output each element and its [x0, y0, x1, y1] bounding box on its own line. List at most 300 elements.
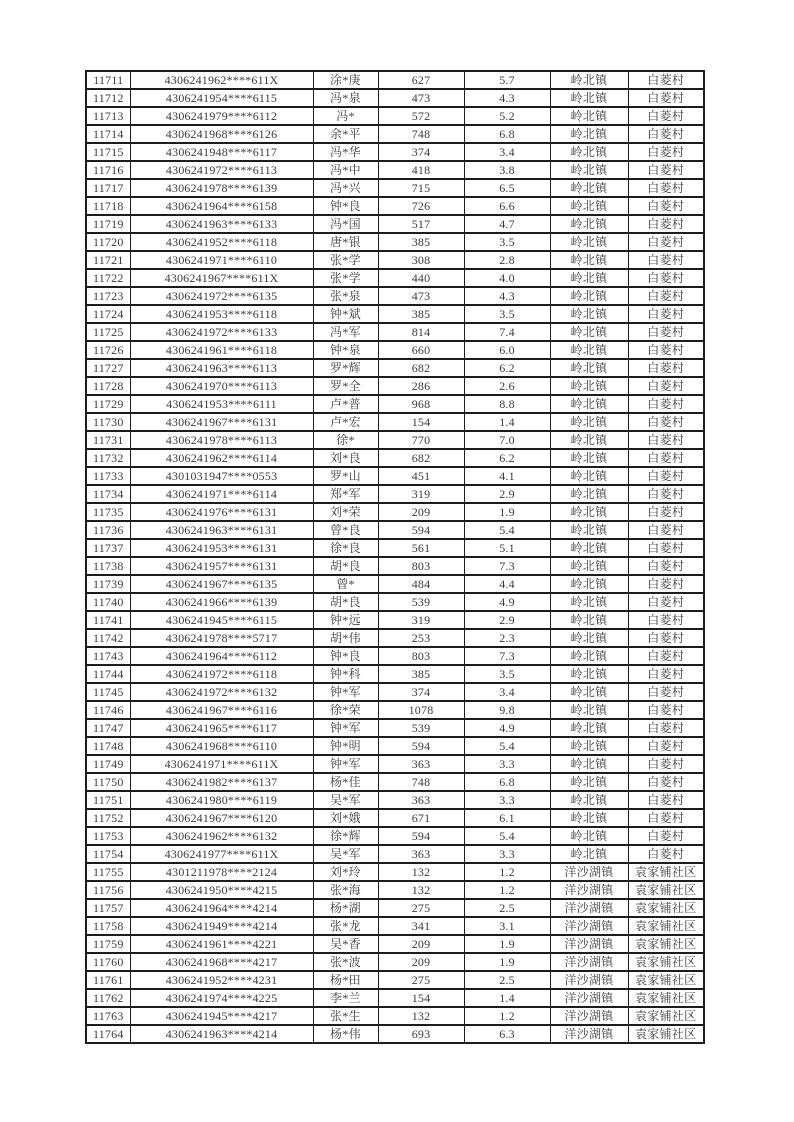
- cell-village: 袁家铺社区: [628, 935, 704, 953]
- cell-name: 钟*军: [313, 719, 378, 737]
- cell-serial-number: 11727: [86, 359, 130, 377]
- cell-name: 涂*庚: [313, 71, 378, 89]
- table-row: [86, 179, 704, 197]
- cell-area: 1.2: [464, 863, 550, 881]
- table-row: [86, 467, 704, 485]
- cell-amount: 726: [378, 197, 464, 215]
- cell-id-number: 4306241964****6112: [130, 647, 313, 665]
- cell-area: 2.5: [464, 899, 550, 917]
- cell-name: 钟*泉: [313, 341, 378, 359]
- cell-town: 岭北镇: [550, 125, 628, 143]
- cell-village: 白菱村: [628, 467, 704, 485]
- cell-village: 白菱村: [628, 215, 704, 233]
- cell-amount: 209: [378, 935, 464, 953]
- cell-town: 岭北镇: [550, 539, 628, 557]
- cell-area: 1.4: [464, 413, 550, 431]
- cell-area: 2.9: [464, 485, 550, 503]
- cell-id-number: 4306241968****6110: [130, 737, 313, 755]
- cell-town: 岭北镇: [550, 629, 628, 647]
- cell-name: 胡*伟: [313, 629, 378, 647]
- table-row: [86, 953, 704, 971]
- cell-town: 岭北镇: [550, 359, 628, 377]
- cell-id-number: 4306241957****6131: [130, 557, 313, 575]
- cell-serial-number: 11723: [86, 287, 130, 305]
- cell-serial-number: 11742: [86, 629, 130, 647]
- cell-town: 岭北镇: [550, 791, 628, 809]
- cell-name: 钟*远: [313, 611, 378, 629]
- cell-area: 6.5: [464, 179, 550, 197]
- cell-serial-number: 11758: [86, 917, 130, 935]
- cell-name: 张*龙: [313, 917, 378, 935]
- cell-id-number: 4306241978****6113: [130, 431, 313, 449]
- cell-id-number: 4306241963****4214: [130, 1025, 313, 1043]
- cell-serial-number: 11719: [86, 215, 130, 233]
- cell-town: 岭北镇: [550, 503, 628, 521]
- table-row: [86, 737, 704, 755]
- cell-amount: 473: [378, 287, 464, 305]
- cell-amount: 308: [378, 251, 464, 269]
- cell-area: 6.0: [464, 341, 550, 359]
- cell-amount: 374: [378, 683, 464, 701]
- cell-area: 1.2: [464, 1007, 550, 1025]
- cell-name: 冯*华: [313, 143, 378, 161]
- cell-town: 岭北镇: [550, 71, 628, 89]
- table-row: [86, 449, 704, 467]
- cell-id-number: 4306241966****6139: [130, 593, 313, 611]
- cell-serial-number: 11755: [86, 863, 130, 881]
- cell-id-number: 4306241979****6112: [130, 107, 313, 125]
- table-row: [86, 593, 704, 611]
- table-row: [86, 683, 704, 701]
- cell-village: 白菱村: [628, 449, 704, 467]
- cell-town: 岭北镇: [550, 413, 628, 431]
- cell-id-number: 4306241962****611X: [130, 71, 313, 89]
- cell-name: 卢*宏: [313, 413, 378, 431]
- cell-name: 钟*良: [313, 647, 378, 665]
- cell-town: 洋沙湖镇: [550, 953, 628, 971]
- cell-amount: 418: [378, 161, 464, 179]
- cell-area: 4.4: [464, 575, 550, 593]
- cell-town: 岭北镇: [550, 809, 628, 827]
- table-body: [86, 71, 704, 1043]
- cell-town: 岭北镇: [550, 827, 628, 845]
- cell-serial-number: 11745: [86, 683, 130, 701]
- cell-serial-number: 11725: [86, 323, 130, 341]
- cell-name: 钟*斌: [313, 305, 378, 323]
- cell-amount: 275: [378, 899, 464, 917]
- cell-name: 刘*荣: [313, 503, 378, 521]
- cell-serial-number: 11749: [86, 755, 130, 773]
- cell-name: 刘*良: [313, 449, 378, 467]
- cell-name: 刘*玲: [313, 863, 378, 881]
- cell-amount: 132: [378, 881, 464, 899]
- cell-area: 6.8: [464, 773, 550, 791]
- cell-name: 吴*香: [313, 935, 378, 953]
- table-row: [86, 197, 704, 215]
- cell-id-number: 4306241971****611X: [130, 755, 313, 773]
- cell-village: 白菱村: [628, 251, 704, 269]
- table-row: [86, 269, 704, 287]
- cell-serial-number: 11750: [86, 773, 130, 791]
- cell-town: 岭北镇: [550, 197, 628, 215]
- cell-amount: 770: [378, 431, 464, 449]
- cell-village: 白菱村: [628, 71, 704, 89]
- cell-amount: 539: [378, 593, 464, 611]
- cell-id-number: 4306241962****6132: [130, 827, 313, 845]
- table-row: [86, 881, 704, 899]
- cell-id-number: 4306241949****4214: [130, 917, 313, 935]
- cell-town: 岭北镇: [550, 737, 628, 755]
- cell-area: 4.7: [464, 215, 550, 233]
- cell-id-number: 4306241976****6131: [130, 503, 313, 521]
- cell-id-number: 4306241972****6135: [130, 287, 313, 305]
- cell-town: 岭北镇: [550, 431, 628, 449]
- cell-amount: 627: [378, 71, 464, 89]
- cell-id-number: 4306241967****6116: [130, 701, 313, 719]
- cell-area: 3.4: [464, 143, 550, 161]
- cell-town: 岭北镇: [550, 485, 628, 503]
- cell-serial-number: 11717: [86, 179, 130, 197]
- table-row: [86, 575, 704, 593]
- cell-town: 岭北镇: [550, 395, 628, 413]
- cell-serial-number: 11713: [86, 107, 130, 125]
- cell-town: 洋沙湖镇: [550, 1007, 628, 1025]
- cell-name: 冯*兴: [313, 179, 378, 197]
- cell-village: 白菱村: [628, 791, 704, 809]
- cell-id-number: 4301031947****0553: [130, 467, 313, 485]
- cell-name: 张*泉: [313, 287, 378, 305]
- table-row: [86, 629, 704, 647]
- cell-area: 5.4: [464, 827, 550, 845]
- cell-serial-number: 11714: [86, 125, 130, 143]
- cell-id-number: 4306241953****6131: [130, 539, 313, 557]
- cell-area: 5.1: [464, 539, 550, 557]
- cell-name: 刘*娥: [313, 809, 378, 827]
- table-row: [86, 341, 704, 359]
- cell-town: 岭北镇: [550, 521, 628, 539]
- cell-amount: 693: [378, 1025, 464, 1043]
- cell-village: 袁家铺社区: [628, 989, 704, 1007]
- cell-village: 袁家铺社区: [628, 917, 704, 935]
- cell-name: 冯*国: [313, 215, 378, 233]
- cell-village: 白菱村: [628, 179, 704, 197]
- cell-serial-number: 11759: [86, 935, 130, 953]
- cell-town: 岭北镇: [550, 647, 628, 665]
- cell-id-number: 4306241980****6119: [130, 791, 313, 809]
- cell-town: 岭北镇: [550, 557, 628, 575]
- cell-amount: 572: [378, 107, 464, 125]
- cell-amount: 385: [378, 305, 464, 323]
- cell-amount: 286: [378, 377, 464, 395]
- cell-id-number: 4306241963****6133: [130, 215, 313, 233]
- table-row: [86, 611, 704, 629]
- cell-name: 张*学: [313, 251, 378, 269]
- cell-id-number: 4301211978****2124: [130, 863, 313, 881]
- cell-town: 岭北镇: [550, 179, 628, 197]
- table-row: [86, 809, 704, 827]
- table-row: [86, 971, 704, 989]
- cell-serial-number: 11754: [86, 845, 130, 863]
- cell-serial-number: 11760: [86, 953, 130, 971]
- cell-town: 洋沙湖镇: [550, 1025, 628, 1043]
- cell-id-number: 4306241982****6137: [130, 773, 313, 791]
- cell-area: 7.4: [464, 323, 550, 341]
- cell-area: 3.4: [464, 683, 550, 701]
- cell-name: 钟*军: [313, 755, 378, 773]
- table-row: [86, 773, 704, 791]
- cell-amount: 968: [378, 395, 464, 413]
- cell-name: 曾*良: [313, 521, 378, 539]
- cell-amount: 594: [378, 521, 464, 539]
- cell-serial-number: 11735: [86, 503, 130, 521]
- cell-town: 岭北镇: [550, 773, 628, 791]
- cell-amount: 363: [378, 845, 464, 863]
- cell-village: 白菱村: [628, 125, 704, 143]
- cell-name: 钟*明: [313, 737, 378, 755]
- table-row: [86, 503, 704, 521]
- cell-village: 袁家铺社区: [628, 899, 704, 917]
- cell-village: 白菱村: [628, 143, 704, 161]
- cell-serial-number: 11744: [86, 665, 130, 683]
- table-row: [86, 251, 704, 269]
- cell-area: 6.8: [464, 125, 550, 143]
- table-row: [86, 395, 704, 413]
- cell-serial-number: 11737: [86, 539, 130, 557]
- cell-town: 岭北镇: [550, 107, 628, 125]
- cell-town: 洋沙湖镇: [550, 881, 628, 899]
- cell-town: 岭北镇: [550, 341, 628, 359]
- cell-town: 岭北镇: [550, 683, 628, 701]
- cell-amount: 209: [378, 953, 464, 971]
- cell-village: 白菱村: [628, 665, 704, 683]
- cell-town: 岭北镇: [550, 215, 628, 233]
- cell-id-number: 4306241964****6158: [130, 197, 313, 215]
- cell-area: 8.8: [464, 395, 550, 413]
- cell-village: 白菱村: [628, 431, 704, 449]
- cell-id-number: 4306241978****6139: [130, 179, 313, 197]
- cell-name: 郑*军: [313, 485, 378, 503]
- cell-village: 白菱村: [628, 485, 704, 503]
- table-row: [86, 377, 704, 395]
- table-row: [86, 287, 704, 305]
- cell-area: 1.9: [464, 935, 550, 953]
- cell-name: 张*生: [313, 1007, 378, 1025]
- cell-amount: 682: [378, 359, 464, 377]
- table-row: [86, 71, 704, 89]
- cell-area: 7.0: [464, 431, 550, 449]
- cell-village: 白菱村: [628, 287, 704, 305]
- cell-village: 白菱村: [628, 755, 704, 773]
- cell-amount: 132: [378, 1007, 464, 1025]
- cell-serial-number: 11751: [86, 791, 130, 809]
- cell-town: 岭北镇: [550, 575, 628, 593]
- table-row: [86, 431, 704, 449]
- cell-area: 9.8: [464, 701, 550, 719]
- cell-name: 杨*湖: [313, 899, 378, 917]
- cell-area: 3.5: [464, 233, 550, 251]
- cell-area: 6.3: [464, 1025, 550, 1043]
- cell-village: 袁家铺社区: [628, 1025, 704, 1043]
- cell-serial-number: 11762: [86, 989, 130, 1007]
- cell-id-number: 4306241961****4221: [130, 935, 313, 953]
- table-row: [86, 521, 704, 539]
- cell-area: 5.4: [464, 521, 550, 539]
- cell-area: 3.5: [464, 305, 550, 323]
- cell-name: 胡*良: [313, 593, 378, 611]
- cell-serial-number: 11736: [86, 521, 130, 539]
- table-row: [86, 701, 704, 719]
- cell-village: 白菱村: [628, 827, 704, 845]
- cell-name: 冯*: [313, 107, 378, 125]
- table-row: [86, 359, 704, 377]
- cell-town: 岭北镇: [550, 287, 628, 305]
- cell-name: 曾*: [313, 575, 378, 593]
- cell-village: 白菱村: [628, 377, 704, 395]
- cell-amount: 517: [378, 215, 464, 233]
- cell-village: 白菱村: [628, 737, 704, 755]
- cell-serial-number: 11724: [86, 305, 130, 323]
- cell-name: 徐*荣: [313, 701, 378, 719]
- cell-village: 白菱村: [628, 233, 704, 251]
- cell-area: 6.2: [464, 359, 550, 377]
- cell-town: 岭北镇: [550, 305, 628, 323]
- cell-area: 4.1: [464, 467, 550, 485]
- cell-id-number: 4306241952****6118: [130, 233, 313, 251]
- cell-area: 3.1: [464, 917, 550, 935]
- cell-amount: 715: [378, 179, 464, 197]
- cell-serial-number: 11712: [86, 89, 130, 107]
- cell-village: 白菱村: [628, 197, 704, 215]
- cell-amount: 319: [378, 611, 464, 629]
- cell-area: 1.4: [464, 989, 550, 1007]
- table-row: [86, 719, 704, 737]
- cell-amount: 385: [378, 233, 464, 251]
- cell-town: 岭北镇: [550, 143, 628, 161]
- cell-town: 洋沙湖镇: [550, 863, 628, 881]
- cell-id-number: 4306241972****6133: [130, 323, 313, 341]
- cell-area: 7.3: [464, 557, 550, 575]
- cell-area: 4.3: [464, 287, 550, 305]
- table-row: [86, 161, 704, 179]
- cell-serial-number: 11731: [86, 431, 130, 449]
- cell-town: 岭北镇: [550, 449, 628, 467]
- cell-serial-number: 11721: [86, 251, 130, 269]
- cell-town: 岭北镇: [550, 467, 628, 485]
- cell-area: 7.3: [464, 647, 550, 665]
- table-row: [86, 107, 704, 125]
- cell-serial-number: 11729: [86, 395, 130, 413]
- cell-name: 徐*: [313, 431, 378, 449]
- cell-village: 袁家铺社区: [628, 971, 704, 989]
- table-row: [86, 863, 704, 881]
- cell-amount: 451: [378, 467, 464, 485]
- cell-name: 罗*山: [313, 467, 378, 485]
- cell-area: 1.9: [464, 953, 550, 971]
- cell-area: 2.6: [464, 377, 550, 395]
- cell-serial-number: 11718: [86, 197, 130, 215]
- cell-serial-number: 11732: [86, 449, 130, 467]
- cell-id-number: 4306241953****6118: [130, 305, 313, 323]
- cell-id-number: 4306241971****6114: [130, 485, 313, 503]
- cell-id-number: 4306241972****6132: [130, 683, 313, 701]
- table-row: [86, 305, 704, 323]
- cell-village: 白菱村: [628, 683, 704, 701]
- cell-amount: 671: [378, 809, 464, 827]
- cell-amount: 748: [378, 773, 464, 791]
- cell-area: 2.3: [464, 629, 550, 647]
- cell-id-number: 4306241945****4217: [130, 1007, 313, 1025]
- cell-town: 岭北镇: [550, 377, 628, 395]
- cell-name: 杨*田: [313, 971, 378, 989]
- table-row: [86, 755, 704, 773]
- cell-id-number: 4306241967****6131: [130, 413, 313, 431]
- cell-amount: 803: [378, 557, 464, 575]
- cell-amount: 473: [378, 89, 464, 107]
- cell-town: 岭北镇: [550, 593, 628, 611]
- cell-village: 白菱村: [628, 647, 704, 665]
- cell-village: 袁家铺社区: [628, 863, 704, 881]
- cell-id-number: 4306241974****4225: [130, 989, 313, 1007]
- cell-id-number: 4306241945****6115: [130, 611, 313, 629]
- cell-amount: 440: [378, 269, 464, 287]
- cell-name: 徐*辉: [313, 827, 378, 845]
- table-row: [86, 845, 704, 863]
- cell-village: 白菱村: [628, 107, 704, 125]
- cell-serial-number: 11711: [86, 71, 130, 89]
- cell-serial-number: 11715: [86, 143, 130, 161]
- cell-id-number: 4306241961****6118: [130, 341, 313, 359]
- cell-town: 岭北镇: [550, 89, 628, 107]
- cell-village: 白菱村: [628, 395, 704, 413]
- cell-serial-number: 11756: [86, 881, 130, 899]
- table-row: [86, 1025, 704, 1043]
- cell-town: 洋沙湖镇: [550, 899, 628, 917]
- cell-village: 白菱村: [628, 521, 704, 539]
- beneficiary-table: [85, 70, 705, 1044]
- cell-serial-number: 11748: [86, 737, 130, 755]
- cell-village: 袁家铺社区: [628, 1007, 704, 1025]
- cell-serial-number: 11753: [86, 827, 130, 845]
- cell-amount: 748: [378, 125, 464, 143]
- cell-amount: 594: [378, 827, 464, 845]
- table-row: [86, 647, 704, 665]
- cell-village: 白菱村: [628, 269, 704, 287]
- cell-id-number: 4306241963****6131: [130, 521, 313, 539]
- cell-amount: 363: [378, 755, 464, 773]
- cell-area: 3.8: [464, 161, 550, 179]
- cell-serial-number: 11740: [86, 593, 130, 611]
- cell-village: 白菱村: [628, 503, 704, 521]
- cell-serial-number: 11738: [86, 557, 130, 575]
- cell-id-number: 4306241948****6117: [130, 143, 313, 161]
- cell-village: 白菱村: [628, 161, 704, 179]
- cell-serial-number: 11726: [86, 341, 130, 359]
- cell-area: 2.5: [464, 971, 550, 989]
- cell-area: 6.1: [464, 809, 550, 827]
- cell-name: 冯*军: [313, 323, 378, 341]
- cell-id-number: 4306241950****4215: [130, 881, 313, 899]
- cell-village: 白菱村: [628, 593, 704, 611]
- cell-id-number: 4306241953****6111: [130, 395, 313, 413]
- cell-amount: 814: [378, 323, 464, 341]
- cell-area: 3.5: [464, 665, 550, 683]
- cell-town: 岭北镇: [550, 251, 628, 269]
- cell-id-number: 4306241971****6110: [130, 251, 313, 269]
- cell-id-number: 4306241970****6113: [130, 377, 313, 395]
- cell-serial-number: 11720: [86, 233, 130, 251]
- cell-id-number: 4306241967****611X: [130, 269, 313, 287]
- cell-name: 余*平: [313, 125, 378, 143]
